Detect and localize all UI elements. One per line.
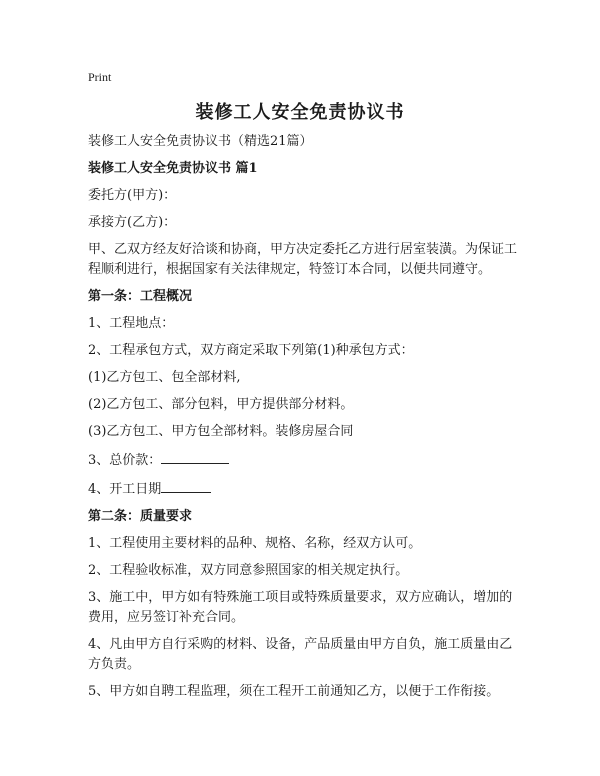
article-2-heading: 第二条：质量要求 [88,509,193,524]
clause-start-date [88,478,520,500]
clause-total-price [88,449,520,471]
clause: 1、工程地点： [88,316,175,331]
clause: 1、工程使用主要材料的品种、规格、名称，经双方认可。 [88,536,422,551]
clause: (2)乙方包工、部分包料，甲方提供部分材料。 [88,397,354,412]
clause: (3)乙方包工、甲方包全部材料。装修房屋合同 [88,424,354,439]
blank-line [161,478,211,493]
clause: 2、工程承包方式，双方商定采取下列第(1)种承包方式： [88,343,414,358]
clause: 4、凡由甲方自行采购的材料、设备，产品质量由甲方自负，施工质量由乙方负责。 [88,637,513,672]
section-heading: 装修工人安全免责协议书 篇1 [88,161,258,176]
article-1-heading: 第一条：工程概况 [88,289,193,304]
subtitle: 装修工人安全免责协议书（精选21篇） [88,134,313,149]
party-b: 承接方(乙方)： [88,215,177,230]
blank-line [161,449,229,464]
document-title: 装修工人安全免责协议书 [195,102,405,123]
clause-label: 4、开工日期 [88,482,162,497]
clause: 3、施工中，甲方如有特殊施工项目或特殊质量要求，双方应确认，增加的费用，应另签订补充合同。 [88,590,513,625]
clause-label: 3、总价款： [88,453,162,468]
clause: 5、甲方如自聘工程监理，须在工程开工前通知乙方，以便于工作衔接。 [88,684,500,699]
party-a: 委托方(甲方)： [88,188,177,203]
preamble: 甲、乙双方经友好洽谈和协商，甲方决定委托乙方进行居室装潢。为保证工程顺利进行，根据国家有关法律规定，特签订本合同，以便共同遵守。 [88,242,518,277]
clause: 2、工程验收标准，双方同意参照国家的相关规定执行。 [88,563,409,578]
document-body [88,132,520,709]
clause: (1)乙方包工、包全部材料, [88,370,241,385]
print-link[interactable]: Print [88,70,112,84]
